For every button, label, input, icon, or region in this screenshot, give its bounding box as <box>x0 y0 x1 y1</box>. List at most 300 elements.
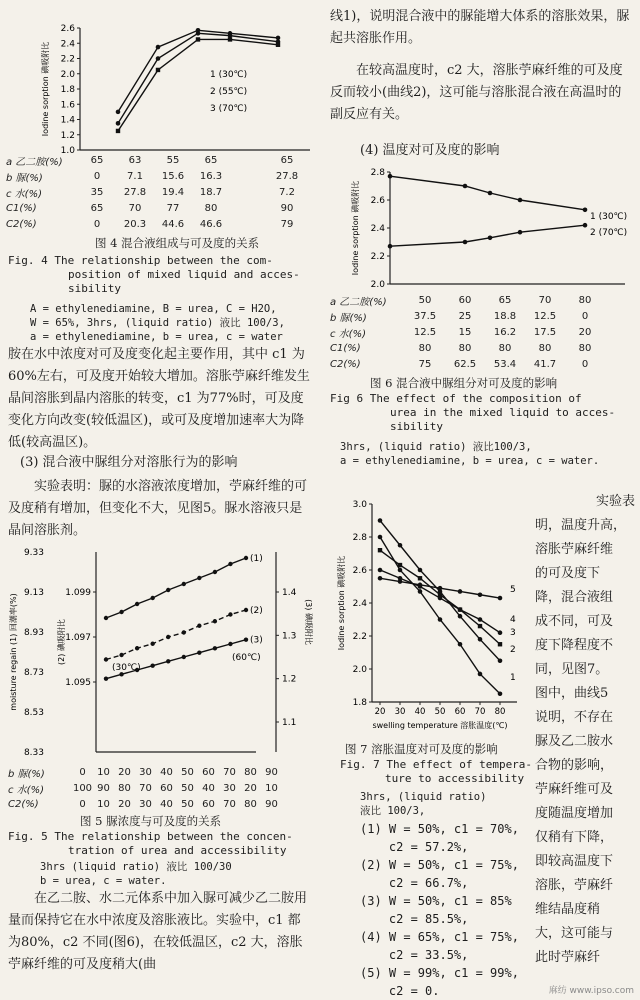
series-label: 2 (55℃) <box>210 87 248 97</box>
table-cell: 80 <box>204 202 218 214</box>
y-axis-label-left: moisture regain (1) 回潮率(%) <box>9 593 18 711</box>
series-label: (3) <box>250 635 263 646</box>
table-cell: 70 <box>139 782 152 794</box>
data-point <box>478 624 482 628</box>
table-cell: 30 <box>139 766 152 778</box>
table-cell: 17.5 <box>533 326 557 338</box>
data-point <box>119 610 123 614</box>
row-label: C1(%) <box>330 342 361 354</box>
row-label: C2(%) <box>330 358 361 370</box>
table-cell: 0 <box>581 310 589 322</box>
data-point <box>104 676 108 680</box>
table-cell: 0 <box>79 798 86 810</box>
series-label: (1) <box>250 554 263 564</box>
row-label: c 水(%) <box>330 328 366 340</box>
side-text-line: 成不同，可及 <box>535 614 614 629</box>
series-label: 1 (30℃) <box>210 70 248 80</box>
table-cell: 0 <box>79 766 86 778</box>
y-tick-label-left: 9.13 <box>23 588 44 598</box>
row-label: a 乙二胺(%) <box>330 296 387 308</box>
table-row <box>8 764 282 780</box>
table-cell: 40 <box>202 782 215 794</box>
figure-5-chart <box>8 540 313 760</box>
data-point <box>418 583 423 588</box>
table-cell: 90 <box>265 766 278 778</box>
data-point <box>166 635 170 639</box>
data-point <box>478 592 483 597</box>
series-line-2 <box>390 225 585 246</box>
series-label: 3 (70℃) <box>210 104 248 114</box>
y-tick-label-left: 8.93 <box>23 628 44 638</box>
table-cell: 70 <box>538 294 552 306</box>
figure-5-svg <box>8 540 313 760</box>
y-tick-label: 2.0 <box>370 280 385 290</box>
table-cell: 80 <box>458 342 472 354</box>
table-cell: 60 <box>202 766 215 778</box>
data-point <box>418 576 422 580</box>
table-cell: 46.6 <box>199 218 223 230</box>
data-point <box>276 43 280 47</box>
y-tick-label: 2.0 <box>352 665 367 675</box>
y-tick-label: 2.2 <box>352 632 367 642</box>
data-point <box>498 596 503 601</box>
y-tick-label-mid: 1.095 <box>65 678 91 688</box>
series-label: 4 <box>510 615 516 625</box>
row-label: C2(%) <box>8 798 39 810</box>
y-axis-label-mid: (2) 碘吸附比 <box>57 619 66 665</box>
table-cell: 75 <box>418 358 432 370</box>
data-point <box>478 672 483 677</box>
table-cell: 50 <box>181 766 194 778</box>
data-point <box>438 617 443 622</box>
data-point <box>116 110 121 115</box>
data-point <box>156 45 161 50</box>
data-point <box>498 658 503 663</box>
table-cell: 12.5 <box>533 310 557 322</box>
table-cell: 65 <box>280 154 294 166</box>
y-tick-label: 2.4 <box>60 39 75 50</box>
y-tick-label: 1.8 <box>60 85 75 95</box>
data-point <box>196 37 200 41</box>
condition-line: c2 = 0. <box>360 984 440 998</box>
table-cell: 65 <box>90 154 104 166</box>
paragraph-1: 胺在水中浓度对可及度变化起主要作用，其中 c1 为60%左右，可及度开始较大增加。溶胀苧麻纤维发生晶间溶胀到晶内溶胀的转变，c1 为77%时，可及度变化方向改变(较低温区)，或可及度增加速率大为降低(较高温区)。 <box>8 347 310 450</box>
table-cell: 90 <box>265 798 278 810</box>
annotation: (60℃) <box>232 653 261 663</box>
series-label: 1 (30℃) <box>590 212 628 222</box>
figure-6-svg <box>330 160 630 295</box>
data-point <box>388 174 393 179</box>
table-cell <box>230 152 268 168</box>
table-cell: 7.1 <box>127 170 143 182</box>
data-point <box>119 653 123 657</box>
y-tick-label-left: 8.33 <box>23 748 44 758</box>
data-point <box>228 612 232 616</box>
series-label: 2 <box>510 645 516 655</box>
table-cell: 19.4 <box>161 186 185 198</box>
data-point <box>498 642 502 646</box>
y-tick-label: 1.4 <box>60 115 75 126</box>
y-tick-label: 2.4 <box>370 224 385 234</box>
row-label: b 脲(%) <box>8 768 45 780</box>
table-cell: 37.5 <box>413 310 437 322</box>
data-point <box>463 184 468 189</box>
data-point <box>150 663 154 667</box>
data-point <box>518 198 523 203</box>
table-cell: 80 <box>498 342 512 354</box>
table-cell: 80 <box>244 798 257 810</box>
side-text-line: 溶胀，苧麻纤 <box>535 878 614 893</box>
side-text-line: 的可及度下 <box>535 566 601 581</box>
table-cell: 77 <box>166 202 180 214</box>
table-cell: 65 <box>90 202 104 214</box>
data-point <box>228 642 232 646</box>
data-point <box>213 619 217 623</box>
table-cell: 20 <box>244 782 257 794</box>
data-point <box>196 31 201 36</box>
data-point <box>197 650 201 654</box>
table-cell: 80 <box>578 342 592 354</box>
y-axis-label-right: (3) 碘吸附比 <box>304 599 313 645</box>
data-point <box>228 33 233 38</box>
data-point <box>418 568 423 573</box>
data-point <box>228 37 232 41</box>
table-cell: 65 <box>204 154 218 166</box>
data-point <box>488 236 493 241</box>
figure-7-svg <box>330 492 530 742</box>
y-tick-label-right: 1.1 <box>282 718 297 728</box>
data-point <box>398 568 403 573</box>
figure-7-conditions <box>360 820 535 1000</box>
series-label: (2) <box>250 606 263 616</box>
condition-line: c2 = 33.5%, <box>360 948 469 962</box>
y-tick-label-left: 8.53 <box>23 708 44 718</box>
table-row <box>8 780 282 796</box>
y-tick-label-mid: 1.099 <box>65 588 91 598</box>
table-cell: 27.8 <box>123 186 147 198</box>
y-tick-label: 2.2 <box>60 54 75 65</box>
table-cell <box>230 168 268 184</box>
table-row <box>330 340 605 356</box>
data-point <box>438 596 443 601</box>
x-tick-label: 30 <box>394 707 406 717</box>
table-row <box>6 184 306 200</box>
data-point <box>478 637 483 642</box>
y-tick-label: 2.4 <box>352 599 367 609</box>
row-label: c 水(%) <box>6 188 42 200</box>
data-point <box>135 602 139 606</box>
data-point <box>583 223 588 228</box>
y-tick-label: 2.0 <box>60 69 75 80</box>
figure-7-caption-cn: 图 7 溶胀温度对可及度的影响 <box>345 742 498 756</box>
row-label: C1(%) <box>6 202 37 214</box>
paragraph-3: 在乙二胺、水二元体系中加入脲可减少乙二胺用量而保持它在水中浓度及溶胀液比。实验中，c1 都为80%，c2 不同(图6)，在较低温区，c2 大，溶胀苧麻纤维的可及度稍大(曲 <box>8 891 308 972</box>
table-cell: 10 <box>97 798 110 810</box>
table-cell: 15 <box>458 326 472 338</box>
table-cell: 27.8 <box>275 170 299 182</box>
y-tick-label-right: 1.3 <box>282 631 297 642</box>
data-point <box>116 121 121 126</box>
series-label: 1 <box>510 673 516 683</box>
row-label: b 脲(%) <box>6 172 43 184</box>
table-cell: 100 <box>72 782 93 794</box>
data-point <box>156 68 160 72</box>
data-point <box>518 230 523 235</box>
data-point <box>378 548 382 552</box>
condition-line: (1) W = 50%, c1 = 70%, <box>360 822 519 836</box>
figure-6-chart <box>330 160 630 295</box>
y-tick-label: 2.2 <box>370 252 385 262</box>
condition-line: (2) W = 50%, c1 = 75%, <box>360 858 519 872</box>
data-point <box>244 608 248 612</box>
table-row <box>330 356 605 372</box>
data-point <box>197 624 201 628</box>
table-cell: 70 <box>223 798 236 810</box>
table-cell: 90 <box>97 782 110 794</box>
table-cell: 53.4 <box>493 358 517 370</box>
table-cell: 70 <box>223 766 236 778</box>
side-text-line: 脲及乙二胺水 <box>535 734 614 749</box>
table-row <box>6 200 306 216</box>
side-text-line: 此时苧麻纤 <box>535 950 601 965</box>
table-row <box>330 292 605 308</box>
data-point <box>438 586 443 591</box>
table-cell: 20 <box>578 326 592 338</box>
series-label: 2 (70℃) <box>590 228 628 238</box>
table-cell: 20 <box>118 798 131 810</box>
figure-5-notes: 3hrs (liquid ratio) 液比 100/30 b = urea, c = water. <box>40 861 232 887</box>
table-cell: 80 <box>244 766 257 778</box>
figure-6-caption-en: Fig 6 The effect of the composition of urea in the mixed liquid to acces- sibility <box>330 392 616 433</box>
table-cell: 80 <box>578 294 592 306</box>
table-cell: 80 <box>538 342 552 354</box>
x-tick-label: 20 <box>374 707 386 717</box>
data-point <box>244 637 248 641</box>
table-cell: 80 <box>418 342 432 354</box>
side-text-line: 溶胀苧麻纤维 <box>535 542 614 557</box>
side-text-line: 仅稍有下降， <box>535 830 614 845</box>
series-label: 5 <box>510 585 516 595</box>
data-point <box>488 191 493 196</box>
data-point <box>458 607 463 612</box>
paragraph-right-top: 线1)，说明混合液中的脲能增大体系的溶胀效果，脲起共溶胀作用。 <box>330 9 630 46</box>
side-text-line: 图中，曲线5 <box>535 686 609 701</box>
side-text-line: 即较高温度下 <box>535 854 614 869</box>
side-text-line: 降，混合液组 <box>535 590 614 605</box>
data-point <box>104 616 108 620</box>
condition-line: c2 = 57.2%, <box>360 840 469 854</box>
side-text-line: 度下降程度不 <box>535 638 614 653</box>
series-line-1 <box>380 537 500 694</box>
paragraph-right-mid: 在较高温度时，c2 大，溶胀苧麻纤维的可及度反而较小(曲线2)，这可能与溶胀混合液在高温时的副反应有关。 <box>330 63 623 122</box>
condition-line: (5) W = 99%, c1 = 99%, <box>360 966 519 980</box>
table-cell: 70 <box>128 202 142 214</box>
table-cell: 80 <box>118 782 131 794</box>
data-point <box>418 589 423 594</box>
table-cell: 55 <box>166 154 180 166</box>
figure-6-caption-cn: 图 6 混合液中脲组分对可及度的影响 <box>370 376 558 390</box>
y-tick-label-right: 1.4 <box>282 588 297 598</box>
x-tick-label: 80 <box>494 707 506 717</box>
x-tick-label: 70 <box>474 707 486 717</box>
data-point <box>166 588 170 592</box>
data-point <box>166 659 170 663</box>
data-point <box>150 596 154 600</box>
row-label: b 脲(%) <box>330 312 367 324</box>
condition-line: c2 = 66.7%, <box>360 876 469 890</box>
data-point <box>116 129 120 133</box>
data-point <box>156 56 161 61</box>
side-text-line: 说明，不存在 <box>535 710 614 725</box>
data-point <box>458 589 463 594</box>
heading-3: (3) 混合液中脲组分对溶胀行为的影响 <box>20 455 238 470</box>
table-cell: 18.7 <box>199 186 223 198</box>
data-point <box>228 562 232 566</box>
y-axis-label: Iodine sorption 碘吸附比 <box>41 41 50 137</box>
y-tick-label: 1.6 <box>60 100 75 111</box>
table-cell: 16.2 <box>493 326 517 338</box>
table-cell: 60 <box>160 782 173 794</box>
figure-4-notes: A = ethylenediamine, B = urea, C = H2O, W = 65%, 3hrs, (liquid ratio) 液比 100/3, a = ethylenediamine, b = urea, c = water <box>30 303 285 343</box>
x-tick-label: 60 <box>454 707 466 717</box>
side-text-line: 度随温度增加 <box>535 806 614 821</box>
condition-line: (3) W = 50%, c1 = 85% <box>360 894 512 908</box>
table-cell: 10 <box>265 782 278 794</box>
side-text <box>535 490 635 970</box>
table-cell: 16.3 <box>199 170 223 182</box>
side-text-line: 苧麻纤维可及 <box>535 782 614 797</box>
figure-7-notes: 3hrs, (liquid ratio) 液比 100/3, <box>360 791 487 817</box>
x-tick-label: 40 <box>414 707 426 717</box>
data-point <box>498 691 503 696</box>
table-cell: 10 <box>97 766 110 778</box>
table-row <box>6 152 306 168</box>
y-axis-label: Iodine sorption 碘吸附比 <box>337 555 346 651</box>
table-cell: 30 <box>223 782 236 794</box>
y-tick-label-left: 9.33 <box>23 548 44 558</box>
table-cell: 50 <box>418 294 432 306</box>
table-cell: 65 <box>498 294 512 306</box>
condition-line: (4) W = 65%, c1 = 75%, <box>360 930 519 944</box>
series-label: 3 <box>510 628 516 638</box>
data-point <box>388 244 393 249</box>
y-tick-label: 3.0 <box>352 500 367 510</box>
figure-7-chart <box>330 492 530 742</box>
paragraph-2: 实验表明：脲的水溶液浓度增加，苧麻纤维的可及度稍有增加，但变化不大，见图5。脲水溶液只是晶间溶胀剂。 <box>8 479 308 538</box>
y-tick-label-right: 1.2 <box>282 674 297 685</box>
series-line-1 <box>390 176 585 210</box>
row-label: a 乙二胺(%) <box>6 156 63 168</box>
table-cell: 0 <box>93 170 101 182</box>
figure-4-table <box>6 152 306 232</box>
table-cell: 60 <box>458 294 472 306</box>
data-point <box>498 630 503 635</box>
y-tick-label: 1.8 <box>352 698 367 708</box>
side-text-line: 明，温度升高， <box>535 518 627 533</box>
data-point <box>583 208 588 213</box>
y-axis-label: Iodine sorption 碘吸附比 <box>351 180 360 276</box>
series-line-1 <box>106 558 246 618</box>
y-tick-label: 2.6 <box>352 566 367 576</box>
data-point <box>182 655 186 659</box>
row-label: c 水(%) <box>8 784 44 796</box>
table-cell: 40 <box>160 766 173 778</box>
data-point <box>182 582 186 586</box>
table-row <box>8 796 282 812</box>
table-row <box>6 216 306 232</box>
side-text-line: 大，这可能与 <box>535 926 614 941</box>
table-cell <box>230 200 268 216</box>
y-tick-label-mid: 1.097 <box>65 633 91 643</box>
table-cell: 63 <box>128 154 142 166</box>
figure-5-caption-en: Fig. 5 The relationship between the concen- tration of urea and accessibility <box>8 830 293 857</box>
table-cell: 35 <box>90 186 104 198</box>
data-point <box>182 630 186 634</box>
table-cell: 30 <box>139 798 152 810</box>
data-point <box>213 646 217 650</box>
series-line-2 <box>106 610 246 660</box>
table-cell: 0 <box>93 218 101 230</box>
side-text-line: 维结晶度稍 <box>535 902 601 917</box>
table-row <box>6 168 306 184</box>
data-point <box>463 240 468 245</box>
data-point <box>458 614 463 619</box>
table-cell: 12.5 <box>413 326 437 338</box>
y-tick-label-left: 8.73 <box>23 668 44 678</box>
annotation: (30℃) <box>112 663 141 673</box>
table-cell: 79 <box>280 218 294 230</box>
table-cell: 18.8 <box>493 310 517 322</box>
table-cell: 41.7 <box>533 358 557 370</box>
series-line-2 <box>118 33 278 123</box>
table-cell: 7.2 <box>279 186 295 198</box>
table-cell <box>230 216 268 232</box>
data-point <box>378 568 383 573</box>
table-cell: 62.5 <box>453 358 477 370</box>
data-point <box>197 576 201 580</box>
figure-6-notes: 3hrs, (liquid ratio) 液比100/3, a = ethylenediamine, b = urea, c = water. <box>340 441 600 467</box>
figure-4-chart <box>10 10 310 160</box>
x-axis-label: swelling temperature 溶胀温度(℃) <box>372 721 508 730</box>
y-tick-label: 1.2 <box>60 130 75 141</box>
side-text-line: 实验表 <box>595 494 635 509</box>
table-cell: 44.6 <box>161 218 185 230</box>
data-point <box>213 570 217 574</box>
data-point <box>378 535 383 540</box>
series-line-4 <box>380 570 500 633</box>
table-cell: 20.3 <box>123 218 147 230</box>
data-point <box>135 646 139 650</box>
data-point <box>398 563 402 567</box>
data-point <box>244 556 248 560</box>
table-cell: 25 <box>458 310 472 322</box>
y-tick-label: 2.6 <box>60 24 75 34</box>
data-point <box>398 579 403 584</box>
table-cell: 15.6 <box>161 170 185 182</box>
y-tick-label: 2.8 <box>352 533 367 543</box>
figure-4-svg <box>10 10 310 160</box>
data-point <box>478 617 483 622</box>
table-cell: 20 <box>118 766 131 778</box>
table-cell: 50 <box>181 798 194 810</box>
figure-5-caption-cn: 图 5 脲浓度与可及度的关系 <box>80 814 222 828</box>
table-row <box>330 324 605 340</box>
table-cell: 60 <box>202 798 215 810</box>
side-text-line: 同，见图7。 <box>535 662 609 677</box>
table-cell <box>230 184 268 200</box>
figure-6-table <box>330 292 605 372</box>
watermark: 麻纺 www.ipso.com <box>548 986 634 996</box>
